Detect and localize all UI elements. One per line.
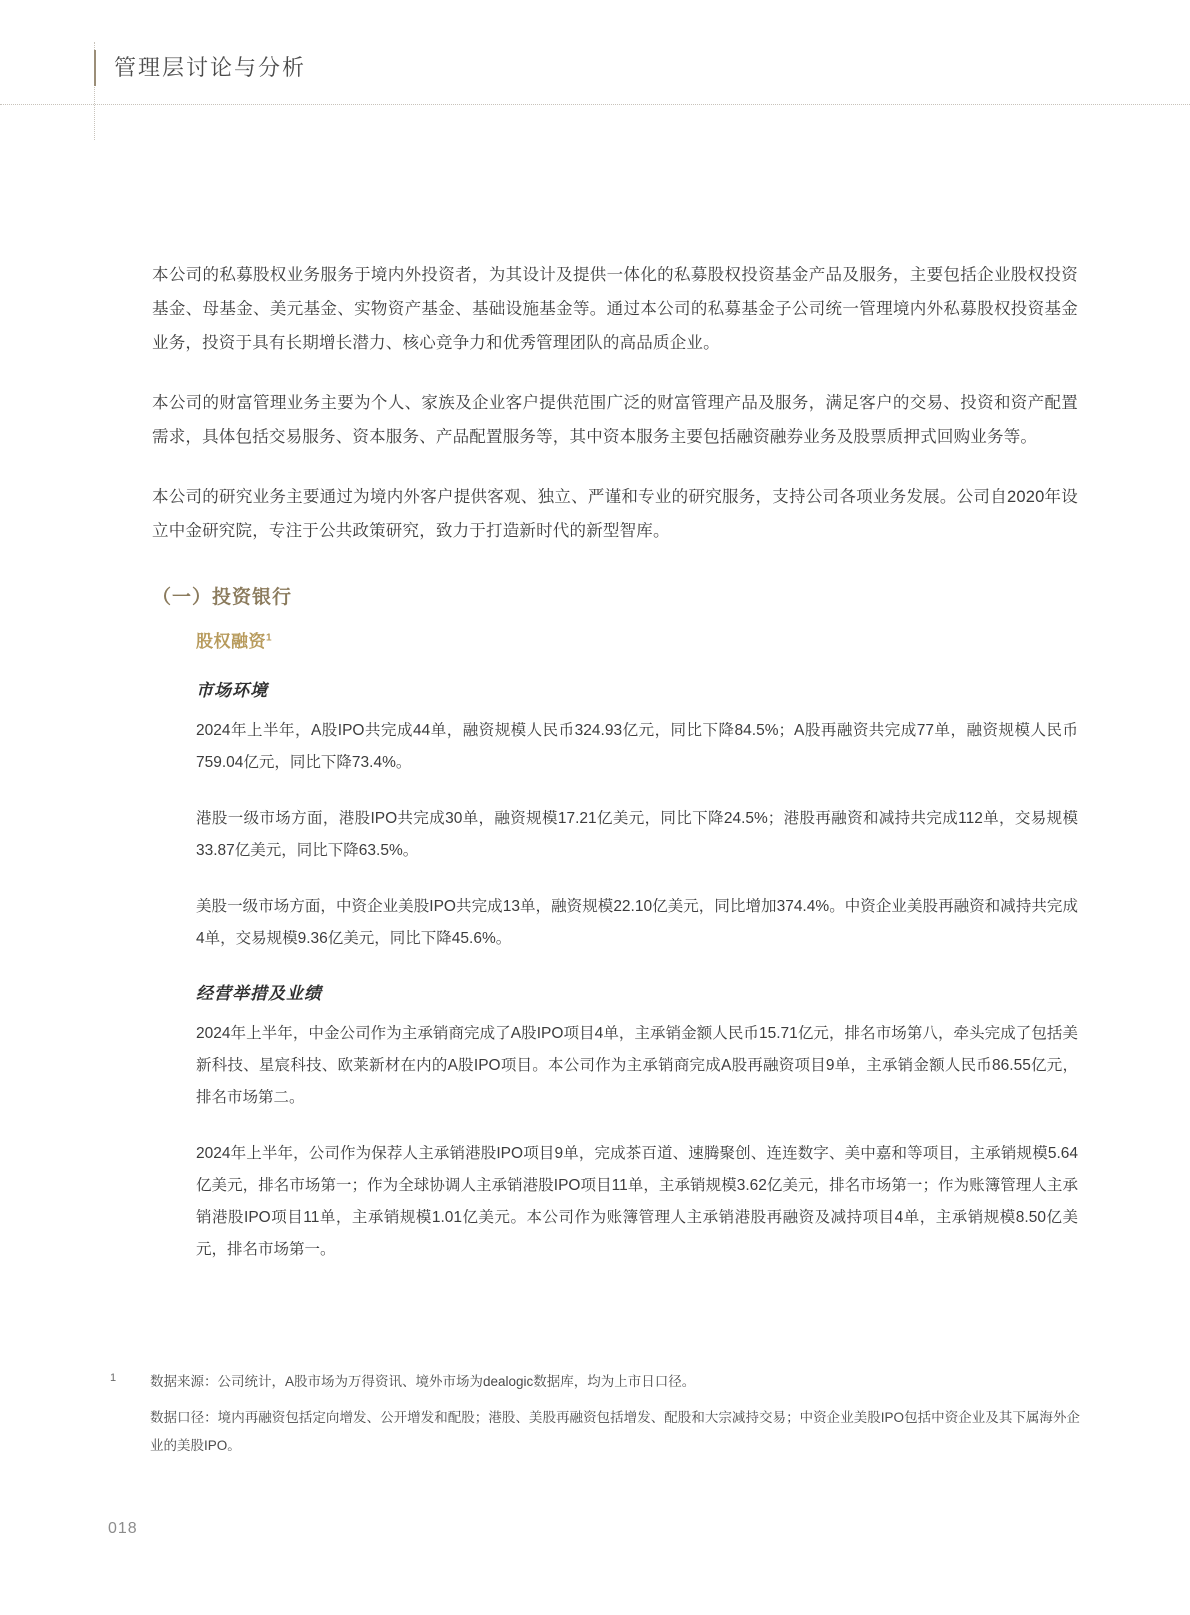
intro-paragraph-2: 本公司的财富管理业务主要为个人、家族及企业客户提供范围广泛的财富管理产品及服务，满足客户的交易、投资和资产配置需求，具体包括交易服务、资本服务、产品配置服务等，其中资本服务主要包括融资融券业务及股票质押式回购业务等。 — [152, 394, 1078, 446]
intro-paragraph-3: 本公司的研究业务主要通过为境内外客户提供客观、独立、严谨和专业的研究服务，支持公司各项业务发展。公司自2020年设立中金研究院，专注于公共政策研究，致力于打造新时代的新型智库。 — [152, 488, 1078, 540]
footnotes-section — [110, 1368, 1080, 1468]
intro-paragraph-1: 本公司的私募股权业务服务于境内外投资者，为其设计及提供一体化的私募股权投资基金产品及服务，主要包括企业股权投资基金、母基金、美元基金、实物资产基金、基础设施基金等。通过本公司的私募基金子公司统一管理境内外私募股权投资基金业务，投资于具有长期增长潜力、核心竞争力和优秀管理团队的高品质企业。 — [152, 266, 1078, 352]
subsection-heading-equity-financing — [196, 627, 1078, 652]
header-accent-bar — [94, 50, 96, 86]
block-title-operations-performance: 经营举措及业绩 — [196, 984, 322, 1003]
footnote-body — [150, 1368, 1080, 1460]
footnote-line-2: 数据口径：境内再融资包括定向增发、公开增发和配股；港股、美股再融资包括增发、配股和大宗减持交易；中资企业美股IPO包括中资企业及其下属海外企业的美股IPO。 — [150, 1410, 1080, 1453]
market-environment-paragraph-3: 美股一级市场方面，中资企业美股IPO共完成13单，融资规模22.10亿美元，同比增加374.4%。中资企业美股再融资和减持共完成4单，交易规模9.36亿美元，同比下降45.6%。 — [196, 898, 1078, 947]
market-environment-paragraph-2: 港股一级市场方面，港股IPO共完成30单，融资规模17.21亿美元，同比下降24.5%；港股再融资和减持共完成112单，交易规模33.87亿美元，同比下降63.5%。 — [196, 810, 1078, 859]
page-title: 管理层讨论与分析 — [114, 55, 307, 80]
footnote-reference: 1 — [266, 632, 273, 644]
page-header — [0, 0, 1190, 140]
section-body — [196, 627, 1078, 1266]
document-content — [152, 258, 1078, 1290]
block-title-market-environment: 市场环境 — [196, 681, 268, 700]
subsection-heading-label: 股权融资 — [196, 632, 266, 651]
page-number: 018 — [108, 1520, 138, 1537]
section-heading-investment-banking: （一）投资银行 — [152, 587, 293, 608]
footnote-line-1: 数据来源：公司统计，A股市场为万得资讯、境外市场为dealogic数据库，均为上市日口径。 — [150, 1374, 696, 1389]
footnote-marker: 1 — [110, 1372, 117, 1384]
header-divider-horizontal — [0, 104, 1190, 105]
market-environment-paragraph-1: 2024年上半年，A股IPO共完成44单，融资规模人民币324.93亿元，同比下降84.5%；A股再融资共完成77单，融资规模人民币759.04亿元，同比下降73.4%。 — [196, 722, 1078, 771]
operations-paragraph-2: 2024年上半年，公司作为保荐人主承销港股IPO项目9单，完成茶百道、速腾聚创、连连数字、美中嘉和等项目，主承销规模5.64亿美元，排名市场第一；作为全球协调人主承销港股IPO项目11单，主承销规模3.62亿美元，排名市场第一；作为账簿管理人主承销港股IPO项目11单，主承销规模1.01亿美元。本公司作为账簿管理人主承销港股再融资及减持项目4单，主承销规模8.50亿美元，排名市场第一。 — [196, 1145, 1078, 1258]
operations-paragraph-1: 2024年上半年，中金公司作为主承销商完成了A股IPO项目4单，主承销金额人民币15.71亿元，排名市场第八，牵头完成了包括美新科技、星宸科技、欧莱新材在内的A股IPO项目。本公司作为主承销商完成A股再融资项目9单，主承销金额人民币86.55亿元，排名市场第二。 — [196, 1025, 1078, 1106]
